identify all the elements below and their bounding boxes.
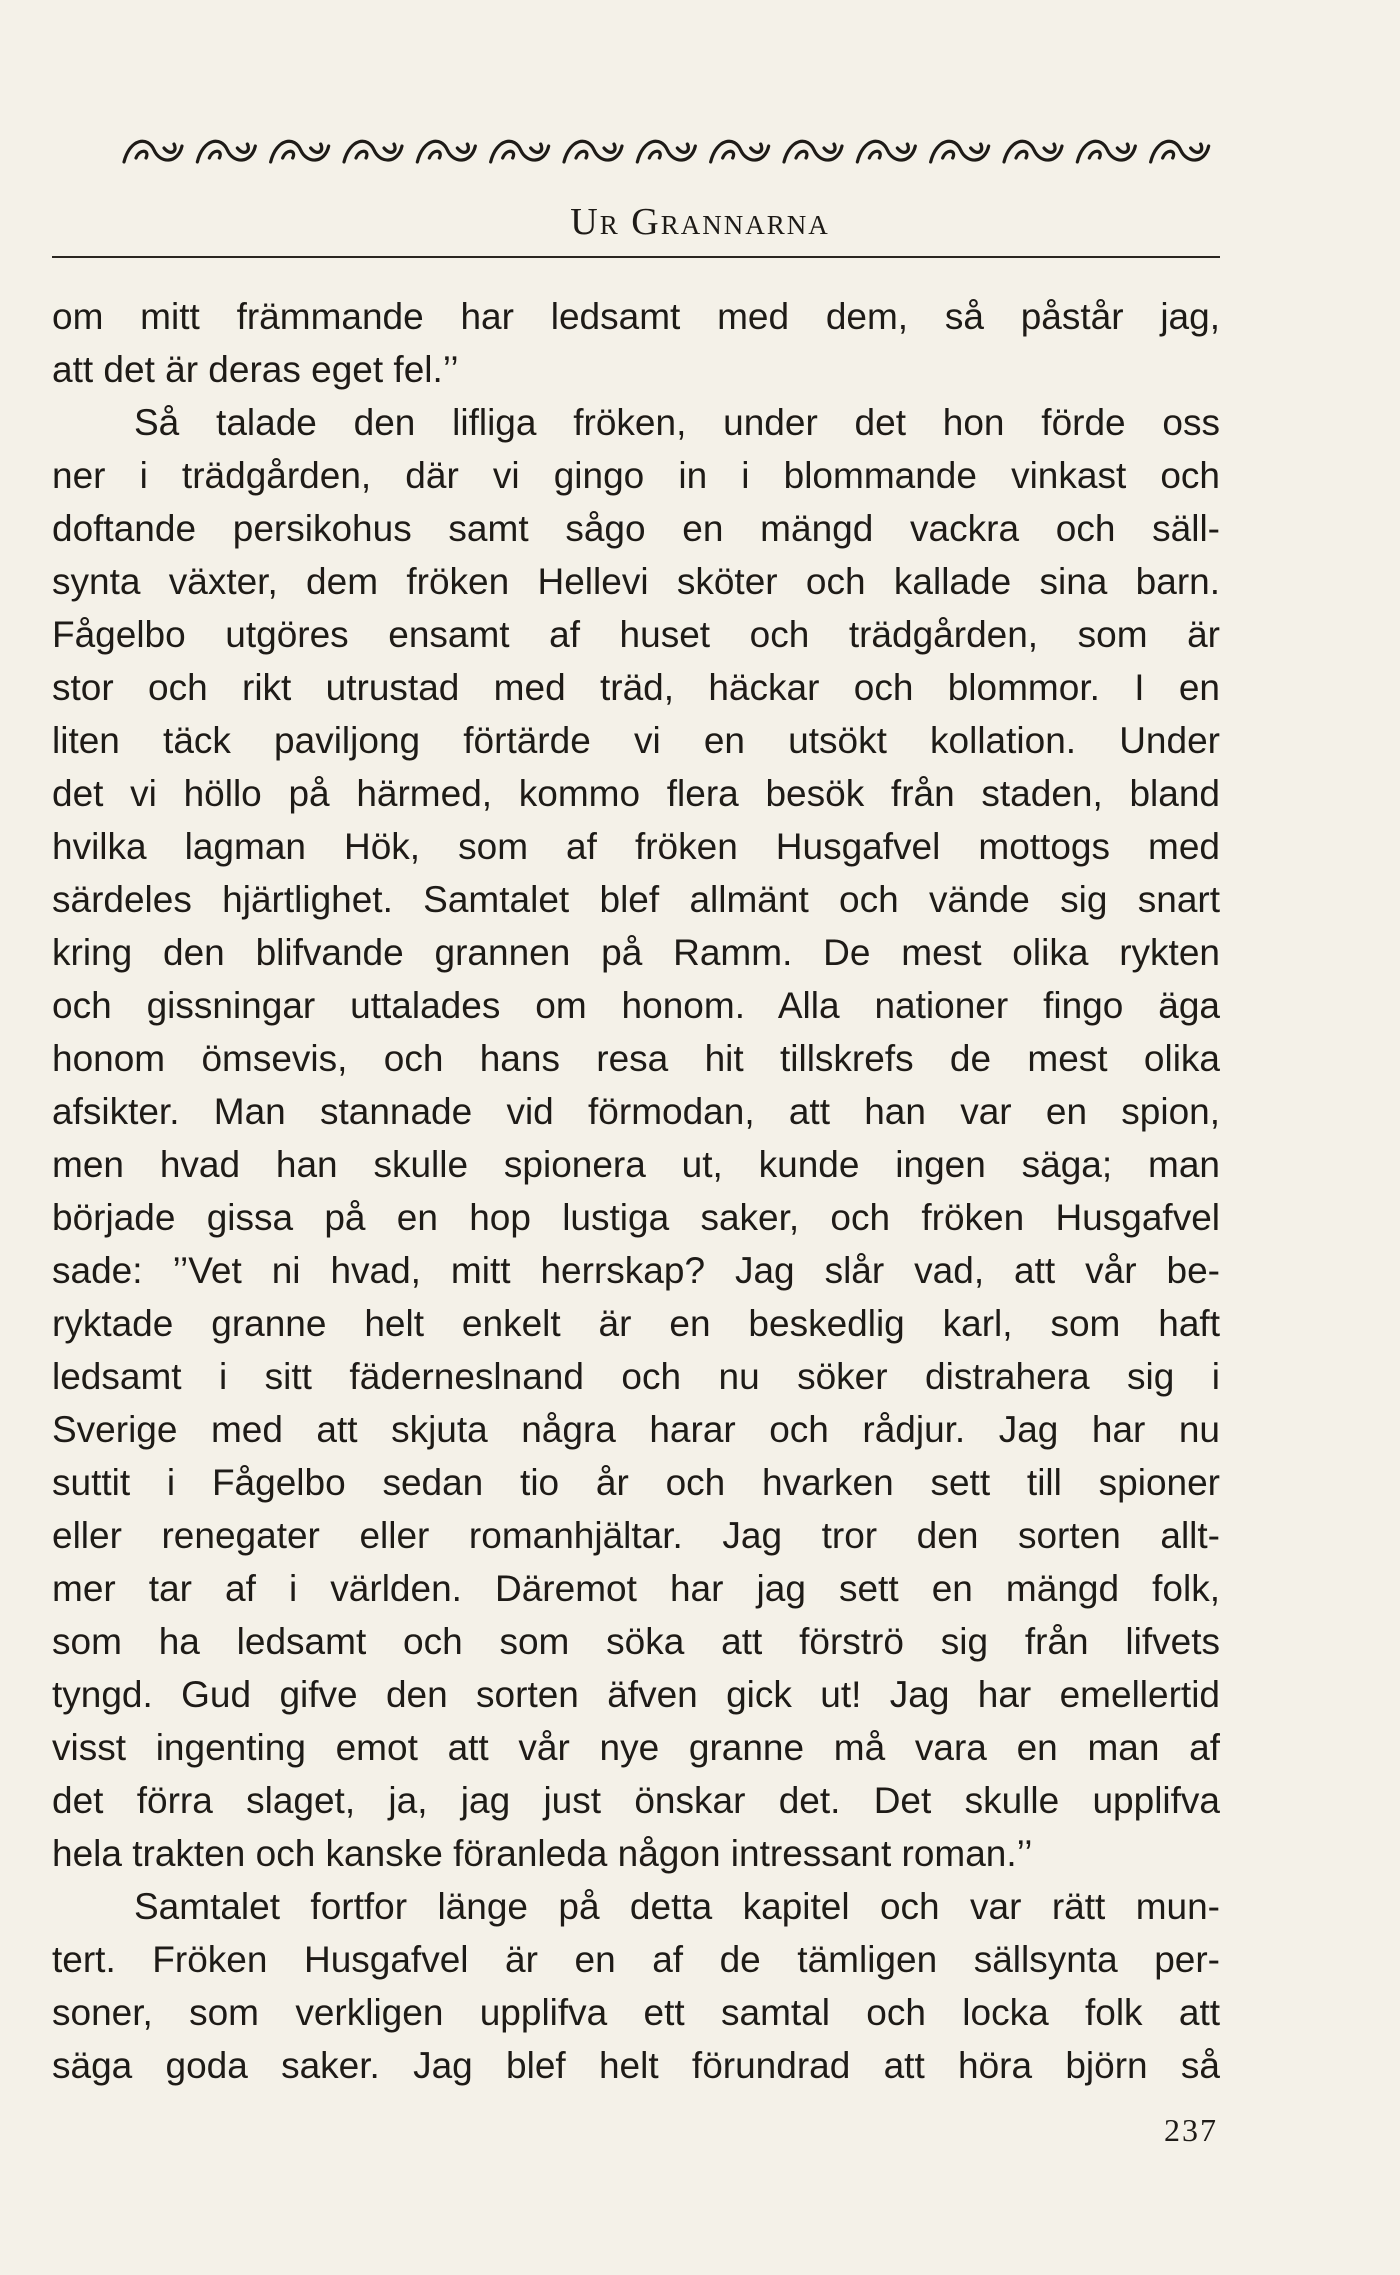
text-line: att det är deras eget fel.’’ [52,349,459,390]
text-line: men hvad han skulle spionera ut, kunde ingen säga; man [52,1144,1220,1185]
text-line: Samtalet fortfor länge på detta kapitel och var rätt mun- [134,1886,1220,1927]
ornament-wave [1077,141,1135,162]
running-title: Ur Grannarna [570,201,830,243]
text-line: synta växter, dem fröken Hellevi sköter och kallade sina barn. [52,561,1220,602]
text-line: kring den blifvande grannen på Ramm. De mest olika rykten [52,932,1220,973]
text-line: tyngd. Gud gifve den sorten äfven gick ut! Jag har emellertid [52,1674,1220,1715]
text-line: Så talade den lifliga fröken, under det hon förde oss [134,402,1220,443]
text-line: suttit i Fågelbo sedan tio år och hvarken sett till spioner [52,1462,1220,1503]
ornament-wave [711,141,769,162]
ornament-wave [637,141,695,162]
text-line: afsikter. Man stannade vid förmodan, att han var en spion, [52,1091,1220,1132]
text-line: visst ingenting emot att vår nye granne må vara en man af [52,1727,1220,1768]
text-line: liten täck paviljong förtärde vi en utsökt kollation. Under [52,720,1220,761]
text-line: om mitt främmande har ledsamt med dem, så påstår jag, [52,296,1220,337]
text-line: det förra slaget, ja, jag just önskar det. Det skulle upplifva [52,1780,1220,1821]
text-line: särdeles hjärtlighet. Samtalet blef allmänt och vände sig snart [52,879,1220,920]
ornament-wave [491,141,549,162]
text-line: stor och rikt utrustad med träd, häckar och blommor. I en [52,667,1220,708]
text-line: som ha ledsamt och som söka att förströ sig från lifvets [52,1621,1220,1662]
ornament-wave [124,141,182,162]
text-line: tert. Fröken Husgafvel är en af de tämligen sällsynta per- [52,1939,1220,1980]
text-line: säga goda saker. Jag blef helt förundrad att höra björn så [52,2045,1220,2086]
ornament-wave [564,141,622,162]
text-line: soner, som verkligen upplifva ett samtal och locka folk att [52,1992,1220,2033]
text-line: honom ömsevis, och hans resa hit tillskrefs de mest olika [52,1038,1220,1079]
ornament-wave [417,141,475,162]
text-line: doftande persikohus samt sågo en mängd vackra och säll- [52,508,1220,549]
text-line: hela trakten och kanske föranleda någon intressant roman.’’ [52,1833,1033,1874]
ornament-wave [857,141,915,162]
ornament-wave [784,141,842,162]
text-line: hvilka lagman Hök, som af fröken Husgafvel mottogs med [52,826,1220,867]
ornament-wave [344,141,402,162]
text-line: Sverige med att skjuta några harar och rådjur. Jag har nu [52,1409,1220,1450]
ornament-wave [197,141,255,162]
text-line: Fågelbo utgöres ensamt af huset och trädgården, som är [52,614,1220,655]
text-line: och gissningar uttalades om honom. Alla nationer fingo äga [52,985,1220,1026]
header-rule [52,256,1220,258]
body-text [52,290,1220,2092]
text-line: det vi höllo på härmed, kommo flera besök från staden, bland [52,773,1220,814]
text-line: sade: ’’Vet ni hvad, mitt herrskap? Jag slår vad, att vår be- [52,1250,1220,1291]
text-line: ledsamt i sitt fäderneslnand och nu söker distrahera sig i [52,1356,1220,1397]
text-line: ner i trädgården, där vi gingo in i blommande vinkast och [52,455,1220,496]
ornament-wave [1004,141,1062,162]
ornament-wave [931,141,989,162]
text-line: började gissa på en hop lustiga saker, och fröken Husgafvel [52,1197,1220,1238]
text-line: ryktade granne helt enkelt är en beskedlig karl, som haft [52,1303,1220,1344]
text-line: eller renegater eller romanhjältar. Jag tror den sorten allt- [52,1515,1220,1556]
ornament-wave [271,141,329,162]
text-line: mer tar af i världen. Däremot har jag sett en mängd folk, [52,1568,1220,1609]
ornament-wave [1151,141,1209,162]
page-number: 237 [1164,2112,1218,2148]
decorative-border-ornament [120,120,1220,190]
